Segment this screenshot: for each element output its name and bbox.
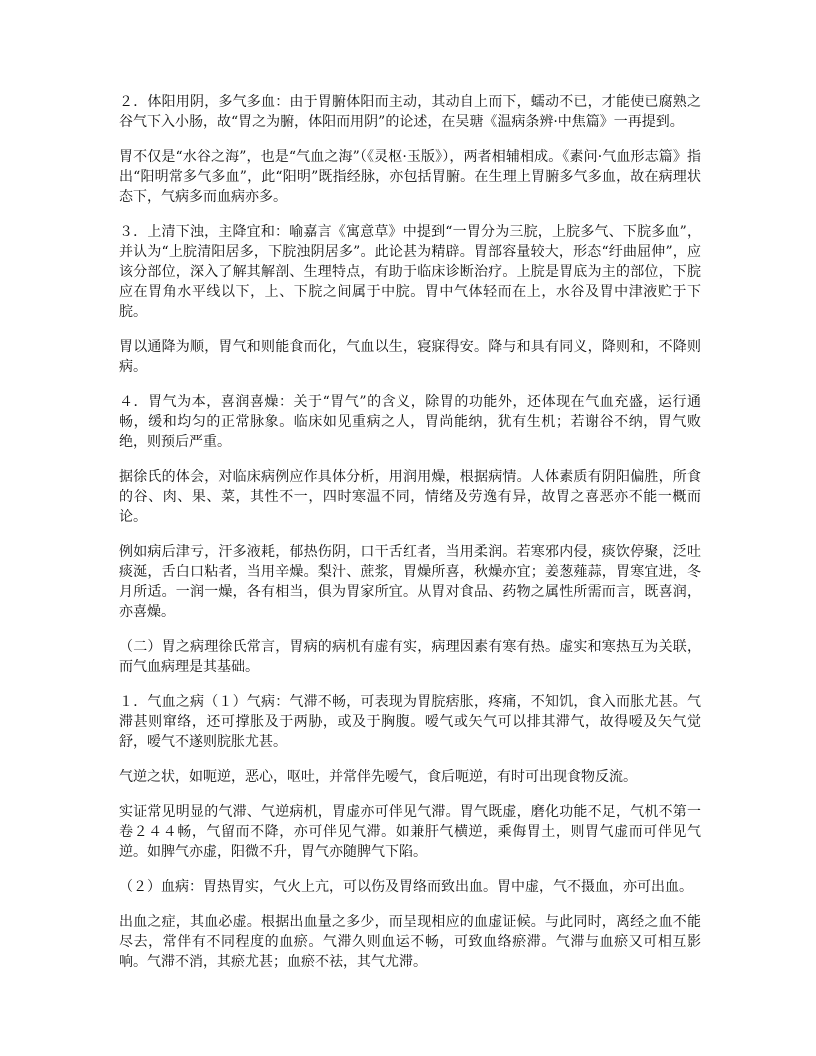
paragraph-4: 胃以通降为顺，胃气和则能食而化，气血以生，寝寐得安。降与和具有同义，降则和，不降则病。 <box>119 339 701 375</box>
paragraph-5: ４．胃气为本，喜润喜燥：关于“胃气”的含义，除胃的功能外，还体现在气血充盛，运行通畅，缓和均匀的正常脉象。临床如见重病之人，胃尚能纳，犹有生机；若谢谷不纳，胃气败绝，则预后严重。 <box>119 394 701 450</box>
paragraph-7: 例如病后津亏，汗多液耗，郁热伤阴，口干舌红者，当用柔润。若寒邪内侵，痰饮停聚，泛吐痰涎，舌白口粘者，当用辛燥。梨汁、蔗浆，胃燥所喜，秋燥亦宜；姜葱薤蒜，胃寒宜进，冬月所适。一润一燥，各有相当，俱为胃家所宜。从胃对食品、药物之属性所需而言，既喜润，亦喜燥。 <box>119 544 701 620</box>
paragraph-8: （二）胃之病理徐氏常言，胃病的病机有虚有实，病理因素有寒有热。虚实和寒热互为关联，而气血病理是其基础。 <box>119 639 701 675</box>
paragraph-1: ２．体阳用阴，多气多血：由于胃腑体阳而主动，其动自上而下，蠕动不已，才能使已腐熟之谷气下入小肠，故“胃之为腑，体阳而用阴”的论述，在吴瑭《温病条辨·中焦篇》一再提到。 <box>119 94 701 130</box>
paragraph-3: ３．上清下浊，主降宜和：喻嘉言《寓意草》中提到“一胃分为三脘，上脘多气、下脘多血”，并认为“上脘清阳居多，下脘浊阴居多”。此论甚为精辟。胃部容量较大，形态“纡曲屈伸”，应该分部位，深入了解其解剖、生理特点，有助于临床诊断治疗。上脘是胃底为主的部位，下脘应在胃角水平线以下，上、下脘之间属于中脘。胃中气体轻而在上，水谷及胃中津液贮于下脘。 <box>119 224 701 320</box>
paragraph-12: （２）血病：胃热胃实，气火上亢，可以伤及胃络而致出血。胃中虚，气不摄血，亦可出血。 <box>119 879 693 895</box>
paragraph-6: 据徐氏的体会，对临床病例应作具体分析，用润用燥，根据病情。人体素质有阴阳偏胜，所食的谷、肉、果、菜，其性不一，四时寒温不同，情绪及劳逸有异，故胃之喜恶亦不能一概而论。 <box>119 469 701 525</box>
paragraph-11: 实证常见明显的气滞、气逆病机，胃虚亦可伴见气滞。胃气既虚，磨化功能不足，气机不第一卷２４４畅，气留而不降，亦可伴见气滞。如兼肝气横逆，乘侮胃土，则胃气虚而可伴见气逆。如脾气亦虚，阳微不升，胃气亦随脾气下陷。 <box>119 804 701 860</box>
paragraph-13: 出血之症，其血必虚。根据出血量之多少，而呈现相应的血虚证候。与此同时，离经之血不能尽去，常伴有不同程度的血瘀。气滞久则血运不畅，可致血络瘀滞。气滞与血瘀又可相互影响。气滞不消，其瘀尤甚；血瘀不祛，其气尤滞。 <box>119 914 701 970</box>
paragraph-9: １．气血之病（１）气病：气滞不畅，可表现为胃脘痞胀，疼痛，不知饥，食入而胀尤甚。气滞甚则窜络，还可撑胀及于两胁，或及于胸腹。嗳气或矢气可以排其滞气，故得嗳及矢气觉舒，嗳气不遂则脘胀尤甚。 <box>119 694 701 750</box>
paragraph-2: 胃不仅是“水谷之海”，也是“气血之海”（《灵枢·玉版》），两者相辅相成。《素问·气血形志篇》指出“阳明常多气多血”，此“阳明”既指经脉，亦包括胃腑。在生理上胃腑多气多血，故在病理状态下，气病多而血病亦多。 <box>119 149 701 205</box>
paragraph-10: 气逆之状，如呃逆，恶心，呕吐，并常伴先嗳气，食后呃逆，有时可出现食物反流。 <box>119 769 637 785</box>
document-page <box>119 92 701 987</box>
